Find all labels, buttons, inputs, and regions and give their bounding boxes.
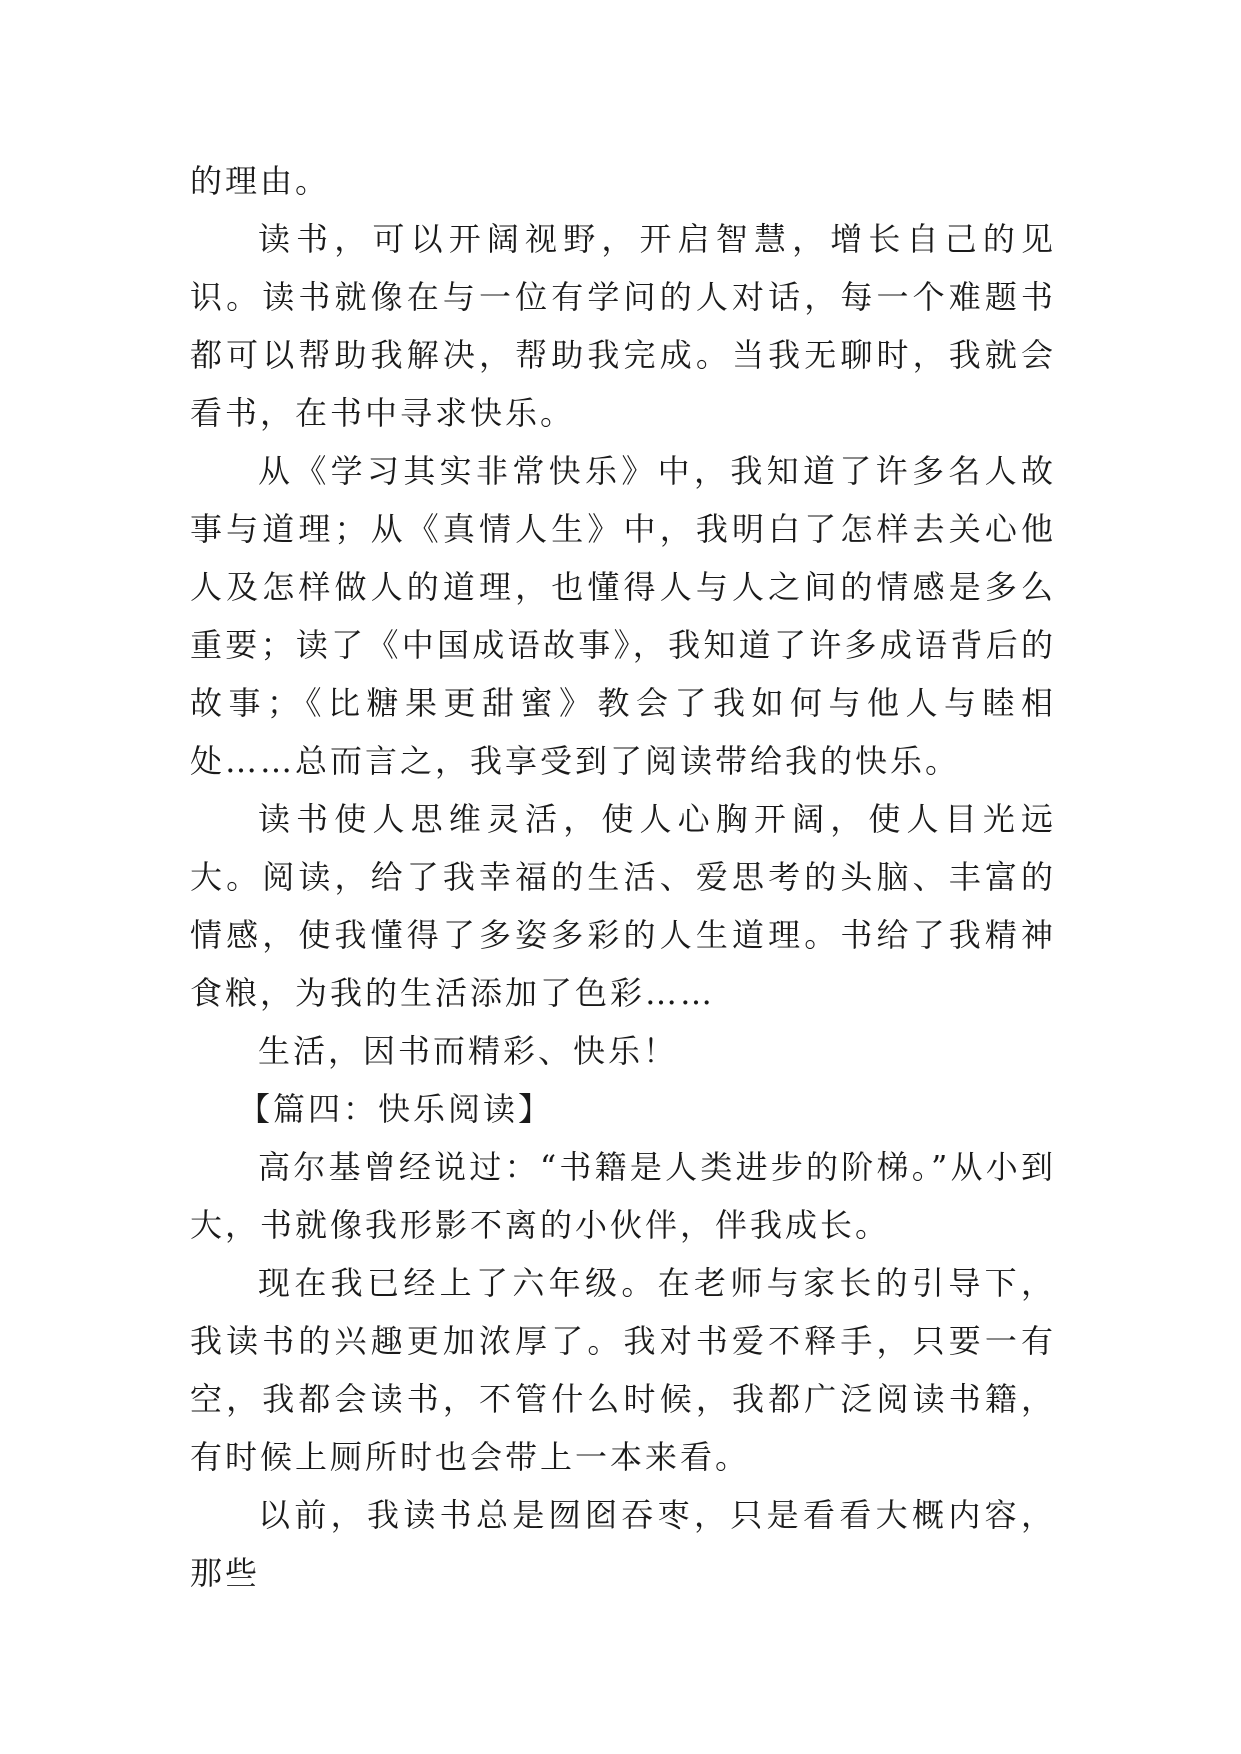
paragraph-book-list: 从《学习其实非常快乐》中，我知道了许多名人故事与道理；从《真情人生》中，我明白了怎样去关心他人及怎样做人的道理，也懂得人与人之间的情感是多么重要；读了《中国成语故事》，我知道了许多成语背后的故事；《比糖果更甜蜜》教会了我如何与他人与睦相处……总而言之，我享受到了阅读带给我的快乐。 <box>190 452 1056 780</box>
paragraph-past-reading: 以前，我读书总是囫囵吞枣，只是看看大概内容，那些 <box>190 1496 1056 1592</box>
document-body <box>190 152 1056 1602</box>
paragraph-continuation: 的理由。 <box>190 162 331 200</box>
paragraph-gorky-quote: 高尔基曾经说过：“书籍是人类进步的阶梯。”从小到大，书就像我形影不离的小伙伴，伴我成长。 <box>190 1148 1056 1244</box>
paragraph-conclusion: 生活，因书而精彩、快乐！ <box>258 1032 679 1070</box>
paragraph-sixth-grade: 现在我已经上了六年级。在老师与家长的引导下，我读书的兴趣更加浓厚了。我对书爱不释手，只要一有空，我都会读书，不管什么时候，我都广泛阅读书籍，有时候上厕所时也会带上一本来看。 <box>190 1264 1056 1476</box>
paragraph-reading-effects: 读书使人思维灵活，使人心胸开阔，使人目光远大。阅读，给了我幸福的生活、爱思考的头脑、丰富的情感，使我懂得了多姿多彩的人生道理。书给了我精神食粮，为我的生活添加了色彩…… <box>190 800 1056 1012</box>
section-heading: 【篇四：快乐阅读】 <box>238 1090 554 1128</box>
paragraph-reading-benefits: 读书，可以开阔视野，开启智慧，增长自己的见识。读书就像在与一位有学问的人对话，每一个难题书都可以帮助我解决，帮助我完成。当我无聊时，我就会看书，在书中寻求快乐。 <box>190 220 1056 432</box>
